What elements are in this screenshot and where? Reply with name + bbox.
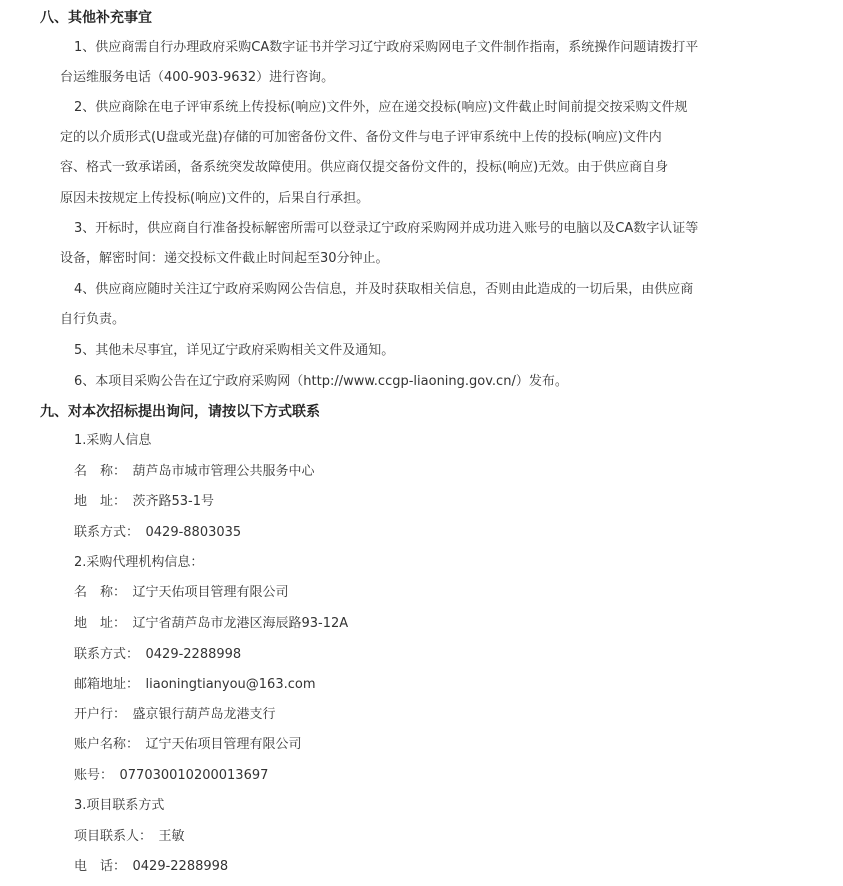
project-contact-title: 3.项目联系方式 [74, 798, 165, 813]
item-1-line-1: 1、供应商需自行办理政府采购CA数字证书并学习辽宁政府采购网电子文件制作指南，系统操作问题请拨打平 [74, 40, 699, 55]
item-6-line-1: 6、本项目采购公告在辽宁政府采购网（http://www.ccgp-liaoning.gov.cn/）发布。 [74, 374, 568, 389]
purchaser-contact: 联系方式： 0429-8803035 [74, 525, 242, 540]
section-8-item-3 [60, 214, 794, 274]
project-contact-person: 项目联系人： 王敏 [74, 829, 185, 844]
item-3-line-1: 3、开标时，供应商自行准备投标解密所需可以登录辽宁政府采购网并成功进入账号的电脑以及CA数字认证等 [74, 221, 699, 236]
item-4-line-1: 4、供应商应随时关注辽宁政府采购网公告信息，并及时获取相关信息，否则由此造成的一切后果，由供应商 [74, 282, 694, 297]
item-4-line-2: 自行负责。 [60, 312, 126, 328]
agency-address: 地 址： 辽宁省葫芦岛市龙港区海辰路93-12A [74, 616, 349, 631]
agency-email: 邮箱地址： liaoningtianyou@163.com [74, 677, 316, 692]
section-8-heading: 八、其他补充事宜 [40, 10, 152, 26]
item-1-line-2: 台运维服务电话（400-903-9632）进行咨询。 [60, 70, 335, 86]
section-8-item-2 [60, 93, 794, 214]
section-9-heading: 九、对本次招标提出询问，请按以下方式联系 [40, 404, 320, 420]
agency-bank: 开户行： 盛京银行葫芦岛龙港支行 [74, 707, 276, 722]
agency-account-number: 账号： 077030010200013697 [74, 768, 269, 783]
section-8-item-5 [74, 336, 794, 366]
purchaser-address: 地 址： 茨齐路53-1号 [74, 494, 215, 509]
item-5-line-1: 5、其他未尽事宜，详见辽宁政府采购相关文件及通知。 [74, 343, 395, 358]
agency-account-name: 账户名称： 辽宁天佑项目管理有限公司 [74, 737, 302, 752]
purchaser-title: 1.采购人信息 [74, 433, 152, 448]
agency-contact: 联系方式： 0429-2288998 [74, 647, 242, 662]
item-3-line-2: 设备，解密时间：递交投标文件截止时间起至30分钟止。 [60, 251, 389, 267]
purchaser-name: 名 称： 葫芦岛市城市管理公共服务中心 [74, 464, 315, 479]
agency-title: 2.采购代理机构信息： [74, 555, 204, 570]
section-8-item-6 [74, 367, 794, 397]
item-2-line-1: 2、供应商除在电子评审系统上传投标(响应)文件外，应在递交投标(响应)文件截止时间前提交按采购文件规 [74, 100, 688, 115]
item-2-line-3: 容、格式一致承诺函，备系统突发故障使用。供应商仅提交备份文件的，投标(响应)无效。由于供应商自身 [60, 160, 669, 176]
agency-name: 名 称： 辽宁天佑项目管理有限公司 [74, 585, 289, 600]
project-contact-phone: 电 话： 0429-2288998 [74, 859, 229, 874]
item-2-line-2: 定的以介质形式(U盘或光盘)存储的可加密备份文件、备份文件与电子评审系统中上传的投标(响应)文件内 [60, 130, 662, 146]
section-8-item-1 [60, 33, 794, 93]
section-8-item-4 [60, 275, 794, 335]
item-2-line-4: 原因未按规定上传投标(响应)文件的，后果自行承担。 [60, 190, 370, 206]
